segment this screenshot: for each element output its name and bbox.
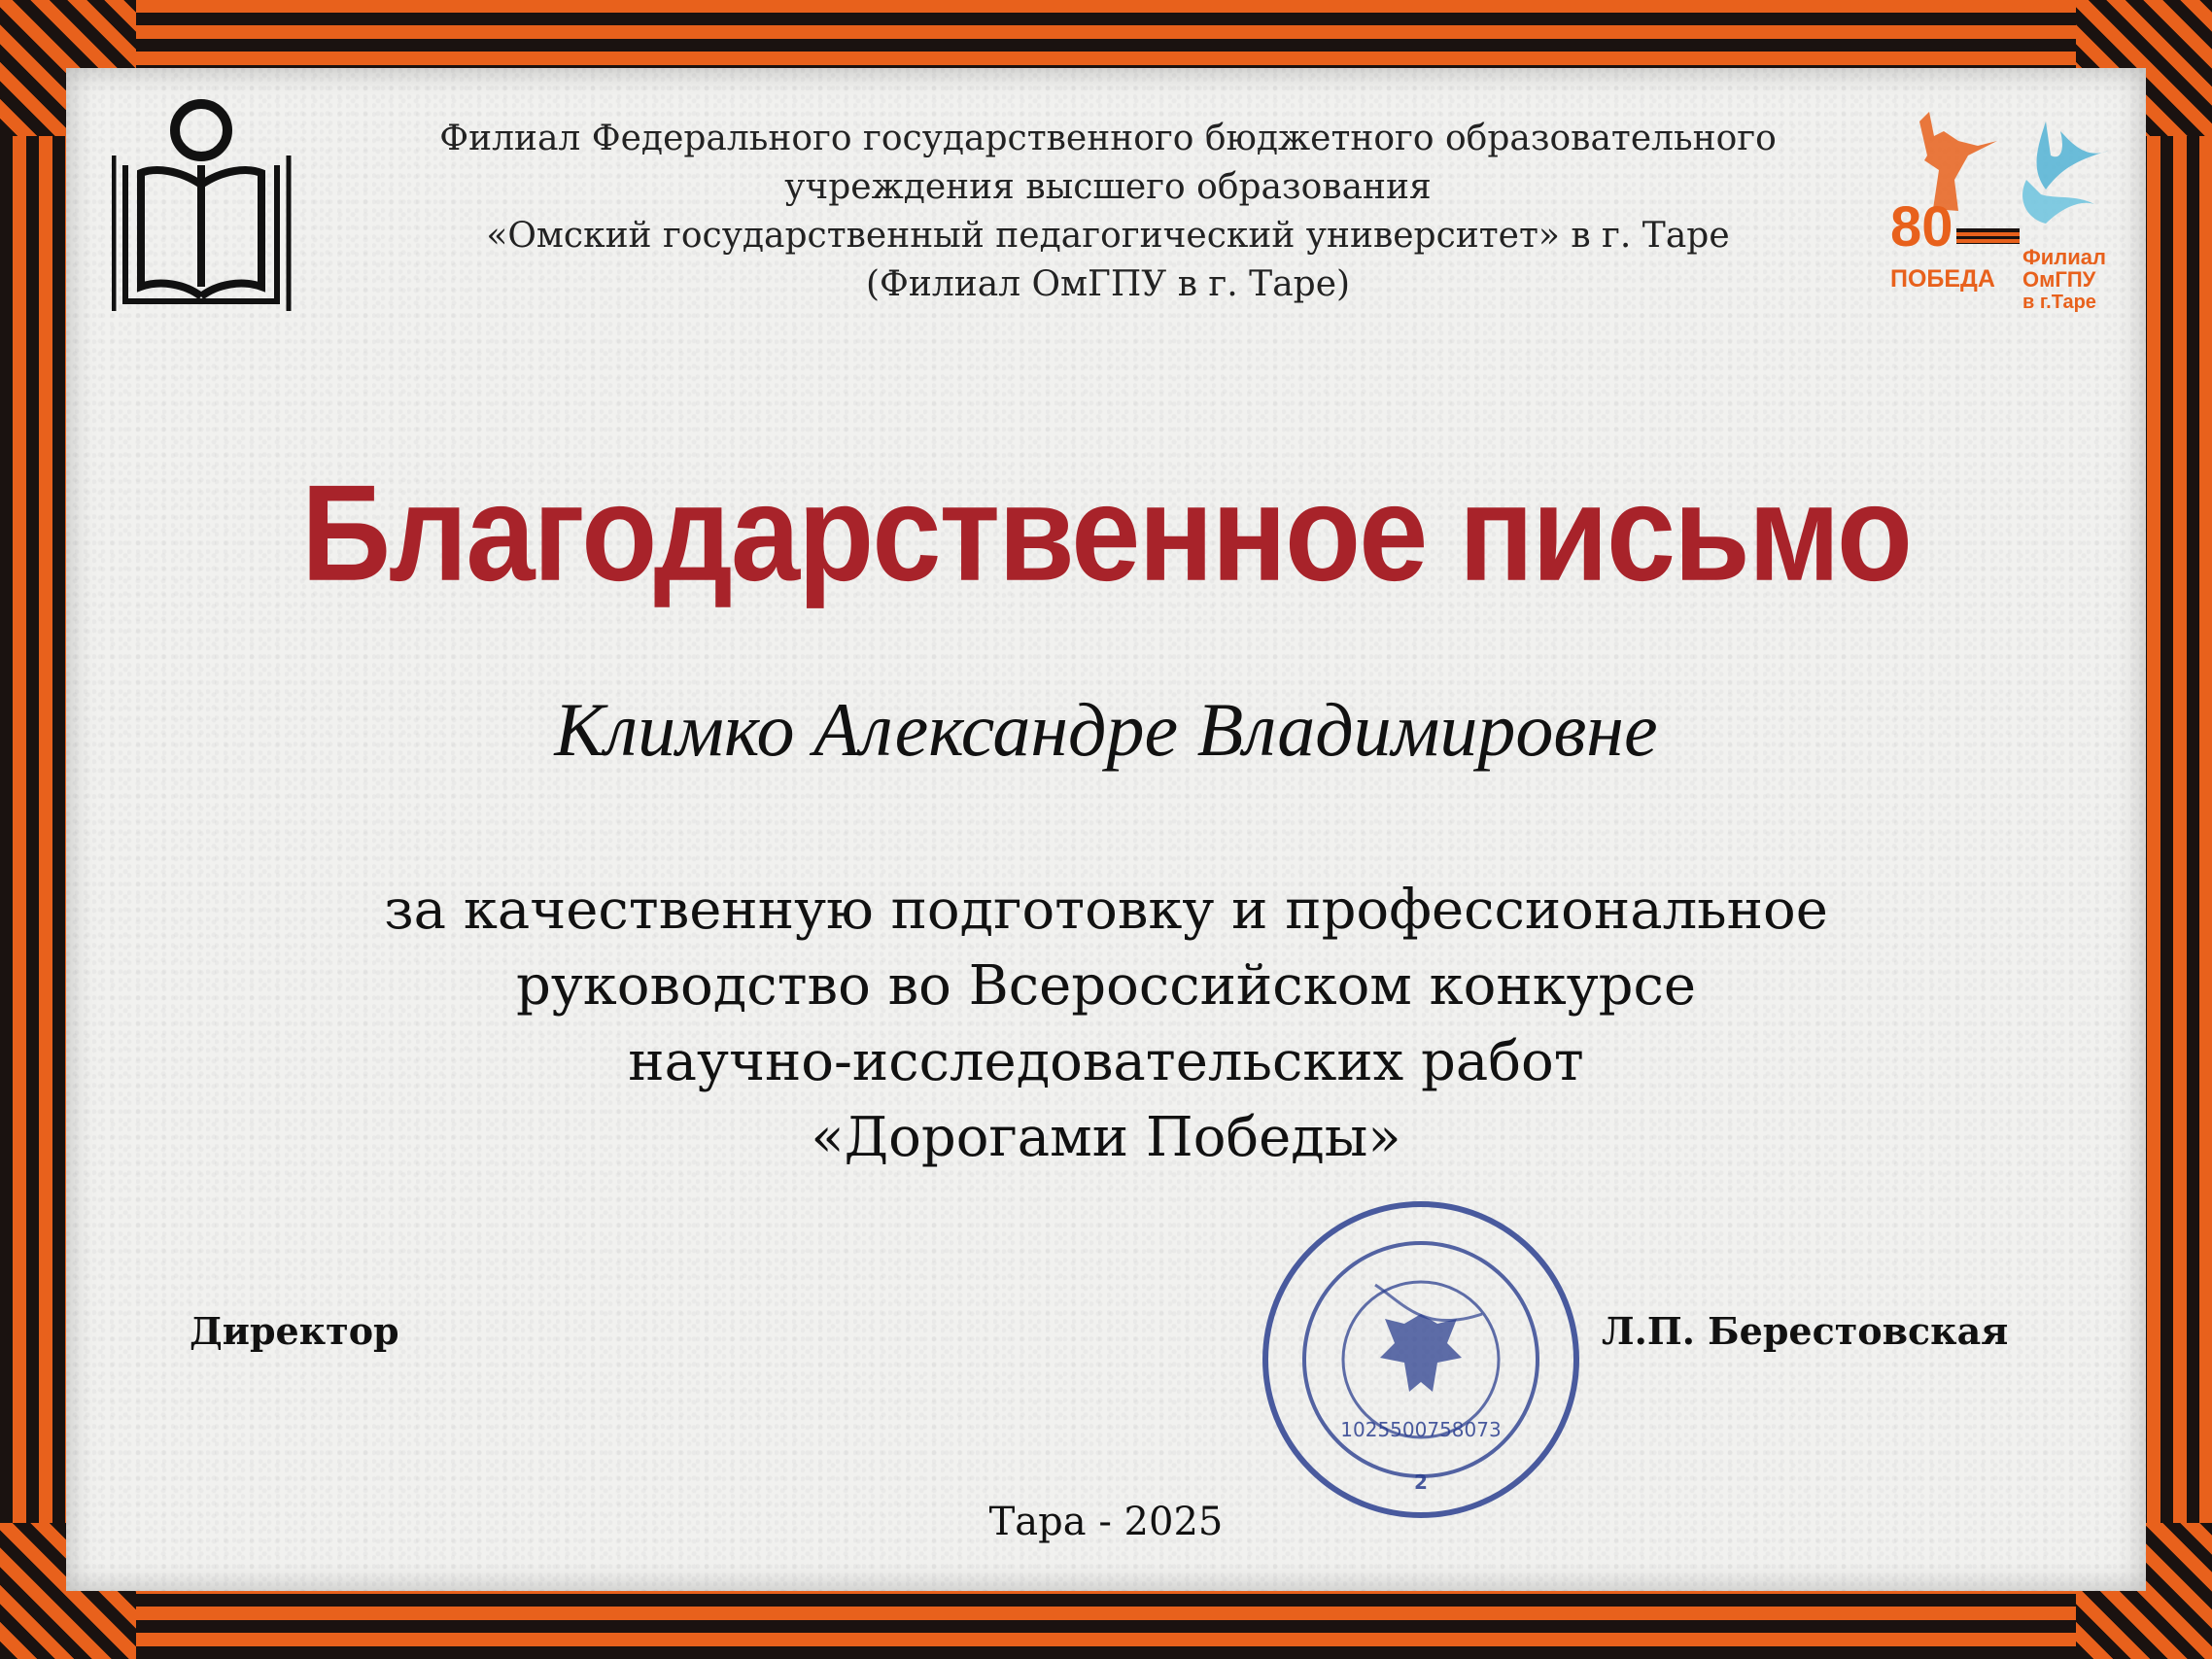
logo-number-80: 80 <box>1890 195 1953 259</box>
dove-icon <box>2037 121 2109 190</box>
ribbon-right <box>2134 0 2212 1659</box>
logo-victory-text: ПОБЕДА <box>1890 265 1995 293</box>
signature-position: Директор <box>190 1309 399 1353</box>
header-line-3: «Омский государственный педагогический университет» в г. Таре <box>486 216 1730 256</box>
body-line-3: научно-исследовательских работ <box>628 1030 1584 1093</box>
recipient-name: Климко Александре Владимировне <box>554 687 1658 772</box>
stamp-ogrn: 1025500758073 <box>1340 1418 1502 1441</box>
official-seal-stamp <box>1259 1197 1584 1523</box>
body-line-2: руководство во Всероссийском конкурсе <box>515 954 1697 1018</box>
certificate-title: Благодарственное письмо <box>301 457 1911 610</box>
logo-branch-line-2: ОмГПУ <box>2022 267 2096 292</box>
ribbon-top <box>0 0 2212 78</box>
victory-80-logo <box>1890 102 2124 326</box>
city-year: Тара - 2025 <box>988 1500 1224 1544</box>
body-line-1: за качественную подготовку и профессиональное <box>384 879 1828 942</box>
university-book-logo-icon <box>112 97 292 311</box>
logo-branch-line-3: в г.Таре <box>2022 292 2096 313</box>
certificate-body <box>0 873 2212 1176</box>
header-line-4: (Филиал ОмГПУ в г. Таре) <box>865 264 1351 304</box>
body-line-4: «Дорогами Победы» <box>811 1106 1401 1169</box>
coat-of-arms-eagle-icon <box>1380 1314 1462 1392</box>
signature-scribble <box>1375 1285 1482 1321</box>
header-line-1: Филиал Федерального государственного бюджетного образовательного <box>439 119 1777 158</box>
logo-branch-line-1: Филиал <box>2022 245 2107 269</box>
dove-icon-2 <box>2022 180 2094 224</box>
stamp-number: 2 <box>1414 1470 1428 1494</box>
signature-name: Л.П. Берестовская <box>1602 1309 2009 1353</box>
institution-header <box>292 115 1924 309</box>
ribbon-bottom <box>0 1581 2212 1659</box>
header-line-2: учреждения высшего образования <box>784 167 1432 207</box>
